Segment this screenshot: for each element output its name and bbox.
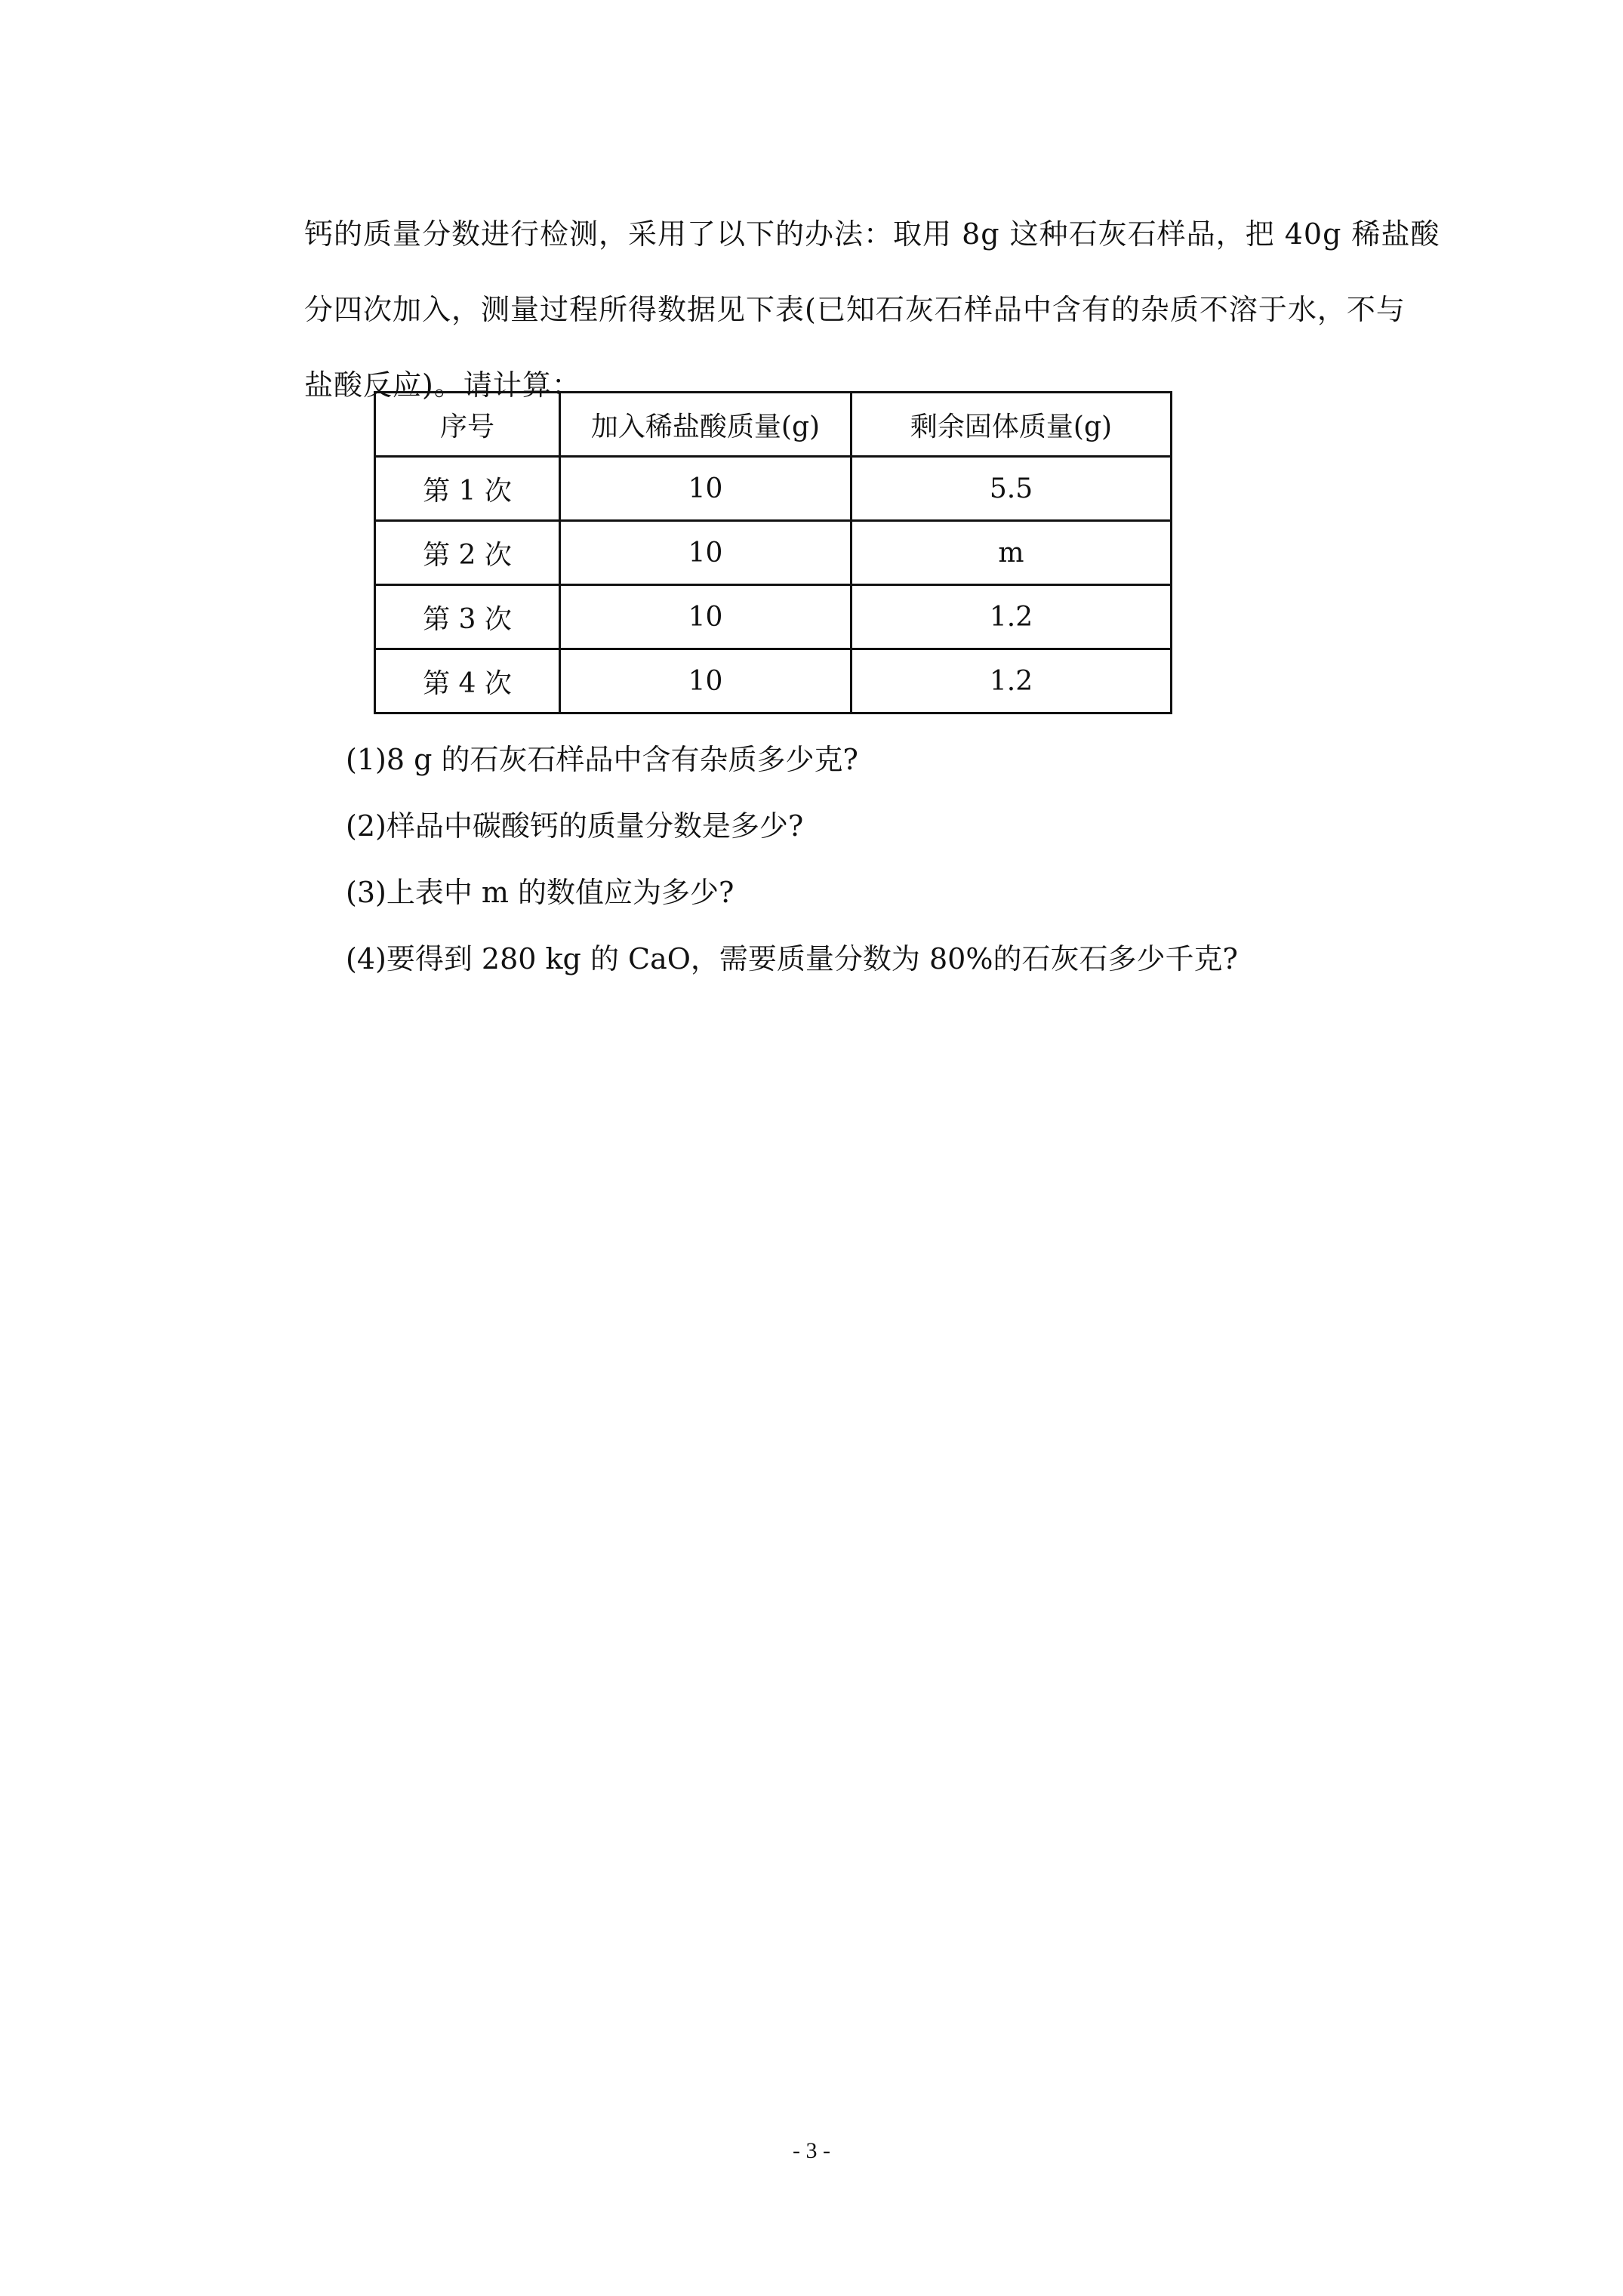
intro-paragraph xyxy=(304,196,1440,423)
table-cell: 第 1 次 xyxy=(375,457,560,521)
table-cell: m xyxy=(852,521,1172,585)
header-cell-acid-mass: 加入稀盐酸质量(g) xyxy=(560,393,852,457)
table-cell: 1.2 xyxy=(852,649,1172,713)
table-cell: 第 3 次 xyxy=(375,585,560,649)
table-row xyxy=(375,649,1172,713)
question-item: (3)上表中 m 的数值应为多少? xyxy=(346,876,735,909)
table-cell: 1.2 xyxy=(852,585,1172,649)
question-item: (1)8 g 的石灰石样品中含有杂质多少克? xyxy=(346,743,858,776)
question-item: (2)样品中碳酸钙的质量分数是多少? xyxy=(346,809,804,843)
table-cell: 10 xyxy=(560,521,852,585)
page-number: - 3 - xyxy=(793,2138,830,2163)
table-cell: 5.5 xyxy=(852,457,1172,521)
question-list xyxy=(346,726,1238,992)
table-row xyxy=(375,521,1172,585)
intro-line: 钙的质量分数进行检测，采用了以下的办法：取用 8g 这种石灰石样品，把 40g 稀盐酸 xyxy=(304,217,1440,251)
question-item: (4)要得到 280 kg 的 CaO，需要质量分数为 80%的石灰石多少千克? xyxy=(346,942,1238,975)
table-cell: 10 xyxy=(560,457,852,521)
table-cell: 10 xyxy=(560,585,852,649)
table-row xyxy=(375,585,1172,649)
data-table xyxy=(374,391,1172,714)
intro-line: 盐酸反应)。请计算： xyxy=(304,368,581,402)
table-row xyxy=(375,457,1172,521)
table-cell: 第 4 次 xyxy=(375,649,560,713)
header-cell-remaining-mass: 剩余固体质量(g) xyxy=(852,393,1172,457)
table-cell: 第 2 次 xyxy=(375,521,560,585)
header-cell-sequence: 序号 xyxy=(375,393,560,457)
intro-line: 分四次加入，测量过程所得数据见下表(已知石灰石样品中含有的杂质不溶于水，不与 xyxy=(304,293,1406,326)
table-cell: 10 xyxy=(560,649,852,713)
table-header-row xyxy=(375,393,1172,457)
